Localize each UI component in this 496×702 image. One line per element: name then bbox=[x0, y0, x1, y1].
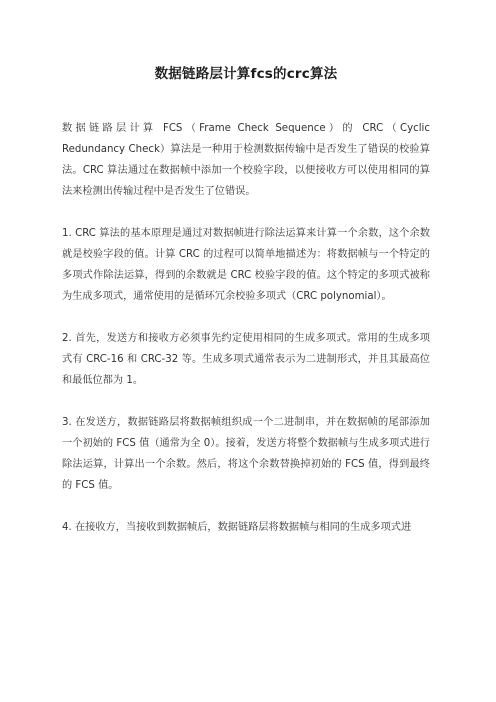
paragraph-2: 2. 首先，发送方和接收方必须事先约定使用相同的生成多项式。常用的生成多项式有 CRC-16 和 CRC-32 等。生成多项式通常表示为二进制形式，并且其最高位和最低位都为 1。 bbox=[62, 333, 430, 386]
page-title: 数据链路层计算fcs的crc算法 bbox=[154, 66, 338, 82]
paragraph-3: 3. 在发送方，数据链路层将数据帧组织成一个二进制串，并在数据帧的尾部添加一个初始的 FCS 值（通常为全 0）。接着，发送方将整个数据帧与生成多项式进行除法运算，计算出一个余数。然后，将这个余数替换掉初始的 FCS 值，得到最终的 FCS 值。 bbox=[62, 417, 430, 491]
paragraph-1: 1. CRC 算法的基本原理是通过对数据帧进行除法运算来计算一个余数，这个余数就是校验字段的值。计算 CRC 的过程可以简单地描述为：将数据帧与一个特定的多项式作除法运算，得到的余数就是 CRC 校验字段的值。这个特定的多项式被称为生成多项式，通常使用的是循环冗余校验多项式（CRC polynomial）。 bbox=[62, 228, 430, 302]
paragraph-4: 4. 在接收方，当接收到数据帧后，数据链路层将数据帧与相同的生成多项式进 bbox=[62, 522, 412, 533]
paragraph-intro: 数据链路层计算 FCS（Frame Check Sequence）的 CRC（Cyclic Redundancy Check）算法是一种用于检测数据传输中是否发生了错误的校验算法。CRC 算法通过在数据帧中添加一个校验字段，以便接收方可以使用相同的算法来检测出传输过程中是否发生了位错误。 bbox=[62, 123, 430, 197]
